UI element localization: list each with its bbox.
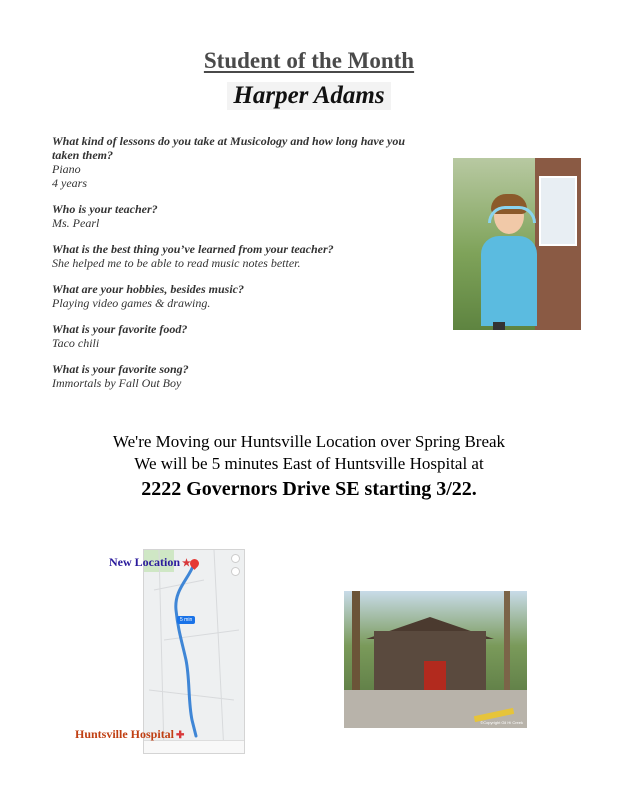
question: What is your favorite food? — [52, 322, 188, 336]
interview-item — [52, 282, 422, 310]
answer: She helped me to be able to read music notes better. — [52, 256, 301, 270]
photo-shirt — [481, 236, 537, 326]
map-layers-icon — [231, 554, 240, 563]
map-search-icon — [231, 567, 240, 576]
route-duration-badge: 5 min — [177, 616, 195, 624]
interview-item — [52, 202, 422, 230]
photo-shoes — [493, 322, 505, 330]
page-title: Student of the Month — [203, 48, 415, 73]
notice-line-1: We're Moving our Huntsville Location over Spring Break — [112, 432, 506, 451]
answer: Ms. Pearl — [52, 216, 100, 230]
photo-window — [539, 176, 577, 246]
question: What is your favorite song? — [52, 362, 189, 376]
headphones-icon — [488, 206, 536, 223]
route-line — [144, 550, 244, 753]
notice-address: 2222 Governors Drive SE starting 3/22. — [141, 478, 477, 500]
student-name: Harper Adams — [227, 82, 390, 110]
question: What kind of lessons do you take at Musicology and how long have you taken them? — [52, 134, 406, 162]
new-location-text: New Location — [109, 555, 180, 569]
notice-line-2: We will be 5 minutes East of Huntsville Hospital at — [134, 454, 484, 473]
answer: Piano — [52, 162, 81, 176]
student-photo — [453, 158, 581, 330]
photo-door — [424, 661, 446, 691]
answer: Immortals by Fall Out Boy — [52, 376, 182, 390]
answer: 4 years — [52, 176, 87, 190]
route-map — [143, 549, 245, 754]
building-photo — [344, 591, 527, 728]
question: Who is your teacher? — [52, 202, 158, 216]
hospital-text: Huntsville Hospital — [75, 727, 175, 741]
interview-list — [52, 134, 422, 402]
question: What are your hobbies, besides music? — [52, 282, 245, 296]
answer: Taco chili — [52, 336, 100, 350]
moving-notice — [0, 431, 618, 503]
student-name-wrap — [0, 82, 618, 110]
hospital-icon: ✚ — [176, 730, 185, 741]
new-location-label — [109, 555, 191, 570]
interview-item — [52, 242, 422, 270]
star-icon: ★ — [182, 558, 191, 569]
answer: Playing video games & drawing. — [52, 296, 211, 310]
interview-item — [52, 362, 422, 390]
question: What is the best thing you’ve learned from your teacher? — [52, 242, 334, 256]
interview-item — [52, 322, 422, 350]
hospital-label — [75, 727, 184, 742]
photo-copyright: ©Copyright Gil Hi Creek — [480, 720, 523, 725]
interview-item — [52, 134, 422, 190]
